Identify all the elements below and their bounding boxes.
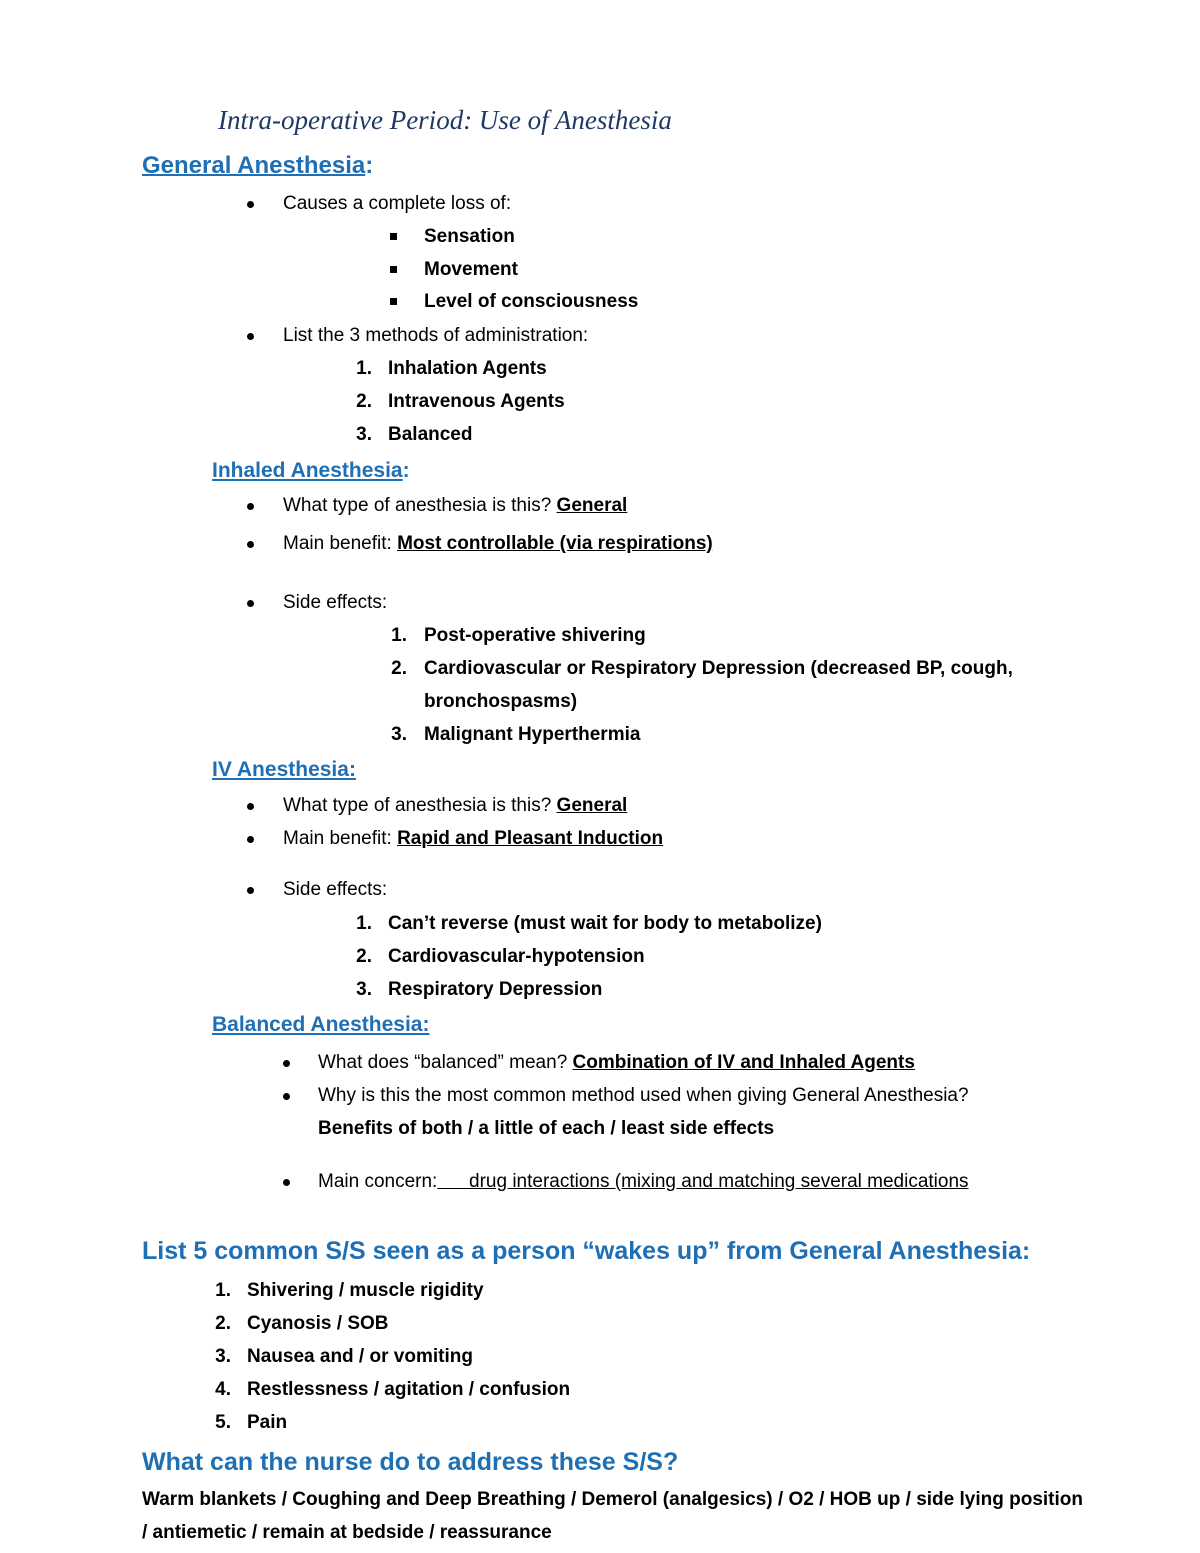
square-bullet-icon [390, 298, 397, 305]
wakeup-item: Cyanosis / SOB [247, 1313, 389, 1334]
iv-side-label: Side effects: [283, 879, 388, 900]
inhaled-anesthesia-heading [212, 459, 410, 483]
method-item: Intravenous Agents [388, 391, 565, 412]
balanced-concern-question: Main concern: [318, 1171, 438, 1192]
iv-side-effect: Cardiovascular-hypotension [388, 946, 645, 967]
iv-anesthesia-heading: IV Anesthesia: [212, 758, 356, 781]
iv-benefit-question: Main benefit: [283, 828, 398, 849]
inhaled-type-answer: General [556, 495, 628, 516]
methods-label: List the 3 methods of administration: [283, 325, 589, 346]
wakeup-heading: List 5 common S/S seen as a person “wakes up” from General Anesthesia: [142, 1237, 1031, 1265]
loss-item: Movement [424, 259, 518, 280]
list-number: 1. [391, 625, 407, 646]
general-anesthesia-heading-text: General Anesthesia [142, 152, 366, 179]
balanced-meaning-question: What does “balanced” mean? [318, 1052, 573, 1073]
bullet-icon [283, 1060, 290, 1067]
bullet-icon [247, 887, 254, 894]
general-anesthesia-heading-colon: : [365, 152, 374, 179]
iv-type-answer: General [556, 795, 628, 816]
list-number: 3. [356, 979, 372, 1000]
wakeup-item: Shivering / muscle rigidity [247, 1280, 484, 1301]
inhaled-benefit-question: Main benefit: [283, 533, 398, 554]
inhaled-side-effect: Post-operative shivering [424, 625, 646, 646]
wakeup-item: Pain [247, 1412, 288, 1433]
bullet-icon [247, 803, 254, 810]
loss-item: Sensation [424, 226, 515, 247]
list-number: 3. [215, 1346, 231, 1367]
nurse-heading: What can the nurse do to address these S/S? [142, 1448, 679, 1476]
balanced-meaning-line [318, 1052, 915, 1074]
iv-side-effect: Respiratory Depression [388, 979, 603, 1000]
list-number: 2. [391, 658, 407, 679]
list-number: 3. [391, 724, 407, 745]
wakeup-item: Restlessness / agitation / confusion [247, 1379, 571, 1400]
inhaled-type-line [283, 495, 627, 517]
iv-benefit-answer: Rapid and Pleasant Induction [397, 828, 664, 849]
balanced-meaning-answer: Combination of IV and Inhaled Agents [572, 1052, 915, 1073]
loss-item: Level of consciousness [424, 291, 639, 312]
iv-type-line [283, 795, 627, 817]
bullet-icon [247, 333, 254, 340]
nurse-actions-line: / antiemetic / remain at bedside / reassurance [142, 1522, 552, 1543]
list-number: 5. [215, 1412, 231, 1433]
iv-side-effect: Can’t reverse (must wait for body to metabolize) [388, 913, 822, 934]
inhaled-anesthesia-heading-text: Inhaled Anesthesia [212, 459, 403, 482]
method-item: Inhalation Agents [388, 358, 547, 379]
list-number: 4. [215, 1379, 231, 1400]
bullet-icon [247, 600, 254, 607]
inhaled-benefit-answer: Most controllable (via respirations) [397, 533, 713, 554]
method-item: Balanced [388, 424, 473, 445]
balanced-why-question: Why is this the most common method used when giving General Anesthesia? [318, 1085, 969, 1106]
bullet-icon [247, 503, 254, 510]
inhaled-side-label: Side effects: [283, 592, 388, 613]
bullet-icon [283, 1093, 290, 1100]
inhaled-side-effect-cont: bronchospasms) [424, 691, 578, 712]
list-number: 2. [356, 946, 372, 967]
inhaled-anesthesia-heading-colon: : [402, 459, 410, 482]
page-title: Intra-operative Period: Use of Anesthesia [218, 105, 672, 135]
list-number: 2. [215, 1313, 231, 1334]
inhaled-type-question: What type of anesthesia is this? [283, 495, 557, 516]
general-anesthesia-heading [142, 152, 373, 180]
list-number: 1. [356, 913, 372, 934]
inhaled-benefit-line [283, 533, 713, 555]
balanced-why-answer: Benefits of both / a little of each / least side effects [318, 1118, 775, 1139]
nurse-actions-line: Warm blankets / Coughing and Deep Breathing / Demerol (analgesics) / O2 / HOB up / side lying position [142, 1489, 1083, 1510]
list-number: 3. [356, 424, 372, 445]
list-number: 1. [215, 1280, 231, 1301]
balanced-concern-answer: drug interactions (mixing and matching several medications [437, 1171, 969, 1192]
square-bullet-icon [390, 266, 397, 273]
bullet-icon [247, 201, 254, 208]
balanced-concern-line [318, 1171, 969, 1193]
bullet-icon [247, 541, 254, 548]
bullet-icon [283, 1179, 290, 1186]
balanced-anesthesia-heading: Balanced Anesthesia: [212, 1013, 430, 1036]
square-bullet-icon [390, 233, 397, 240]
iv-type-question: What type of anesthesia is this? [283, 795, 557, 816]
bullet-icon [247, 836, 254, 843]
list-number: 1. [356, 358, 372, 379]
list-number: 2. [356, 391, 372, 412]
wakeup-item: Nausea and / or vomiting [247, 1346, 473, 1367]
inhaled-side-effect: Cardiovascular or Respiratory Depression (decreased BP, cough, [424, 658, 1013, 679]
inhaled-side-effect: Malignant Hyperthermia [424, 724, 641, 745]
iv-benefit-line [283, 828, 663, 850]
loss-label: Causes a complete loss of: [283, 193, 512, 214]
